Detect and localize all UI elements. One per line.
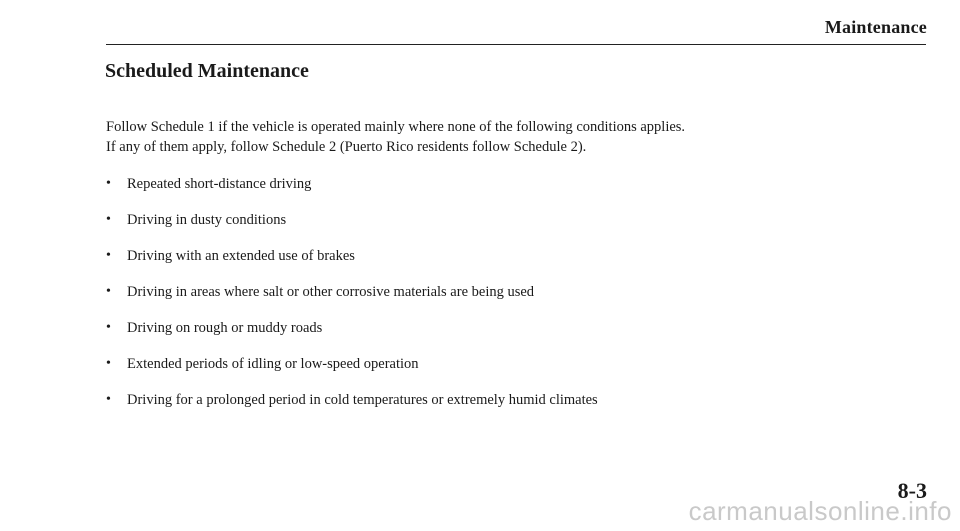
list-item-text: Extended periods of idling or low-speed operation	[127, 356, 419, 372]
bullet-icon: •	[106, 320, 111, 335]
list-item-text: Driving with an extended use of brakes	[127, 248, 355, 264]
list-item-text: Driving for a prolonged period in cold temperatures or extremely humid climates	[127, 392, 598, 408]
intro-paragraph	[106, 117, 806, 157]
list-item	[106, 282, 598, 318]
page-title: Scheduled Maintenance	[105, 60, 309, 82]
intro-line: If any of them apply, follow Schedule 2 (Puerto Rico residents follow Schedule 2).	[106, 139, 587, 155]
list-item-text: Driving on rough or muddy roads	[127, 320, 323, 336]
intro-line: Follow Schedule 1 if the vehicle is operated mainly where none of the following conditions applies.	[106, 119, 686, 135]
list-item	[106, 174, 598, 210]
bullet-icon: •	[106, 248, 111, 263]
list-item-text: Driving in dusty conditions	[127, 212, 287, 228]
bullet-icon: •	[106, 392, 111, 407]
section-header: Maintenance	[824, 17, 927, 37]
bullet-icon: •	[106, 176, 111, 191]
page-number: 8-3	[897, 478, 927, 503]
list-item-text: Driving in areas where salt or other corrosive materials are being used	[127, 284, 535, 300]
bullet-icon: •	[106, 356, 111, 371]
watermark: carmanualsonline.info	[688, 496, 952, 526]
conditions-list	[106, 174, 598, 426]
list-item	[106, 318, 598, 354]
list-item	[106, 390, 598, 426]
bullet-icon: •	[106, 212, 111, 227]
bullet-icon: •	[106, 284, 111, 299]
header-divider	[106, 44, 926, 45]
list-item	[106, 354, 598, 390]
list-item	[106, 210, 598, 246]
list-item	[106, 246, 598, 282]
list-item-text: Repeated short-distance driving	[127, 176, 312, 192]
